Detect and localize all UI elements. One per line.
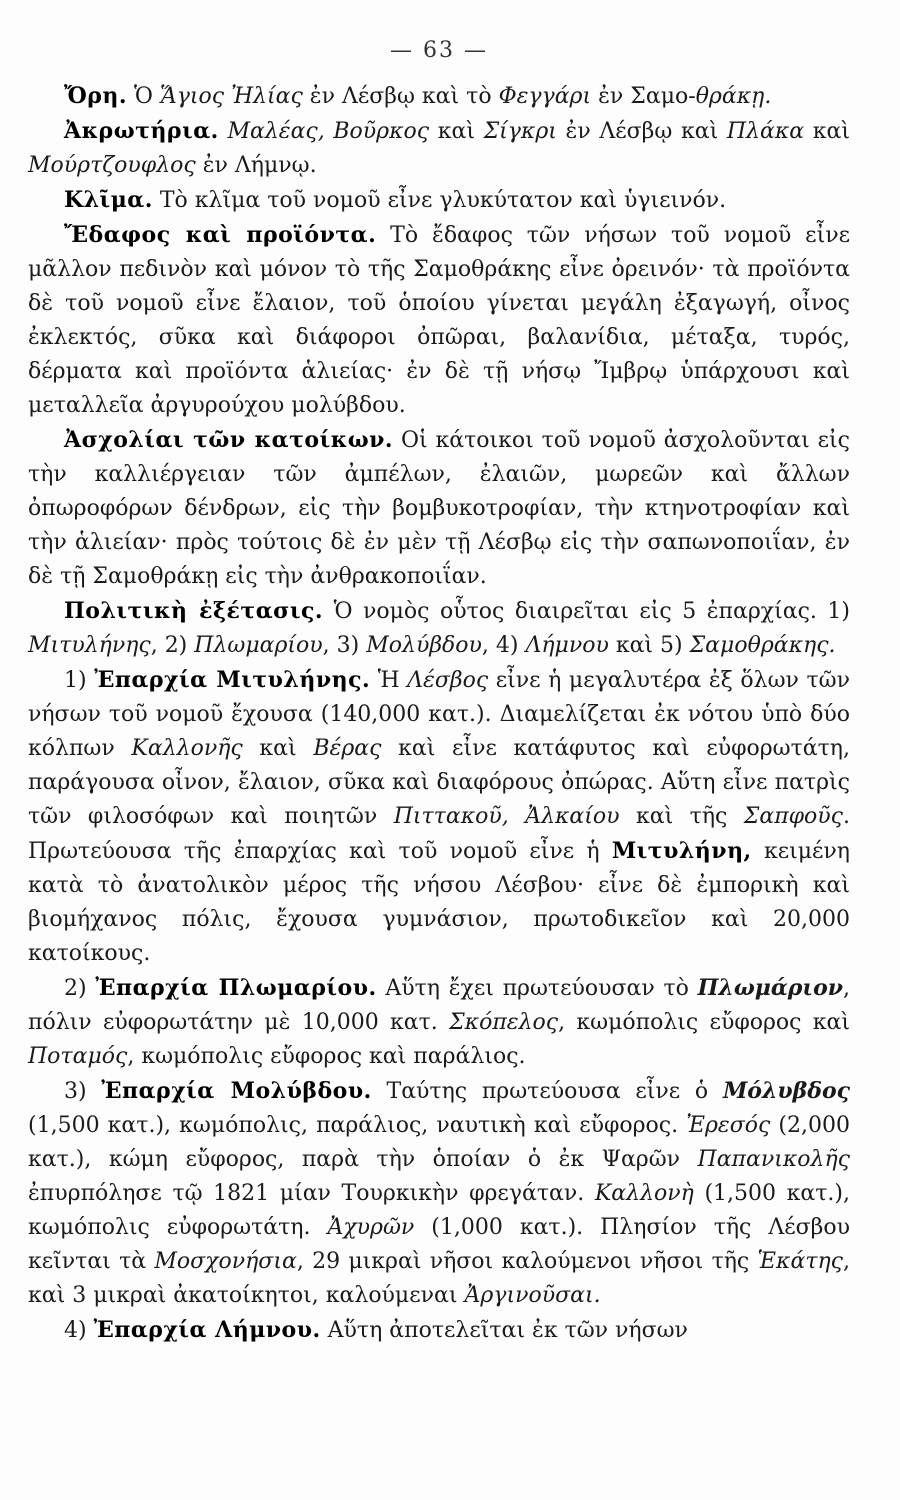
- paragraph-political: [28, 594, 850, 663]
- place-name: Ἑκάτης: [757, 1249, 843, 1274]
- paragraph-occupations: [28, 423, 850, 594]
- text: , κωμόπολις εὔφορος καὶ: [558, 1010, 851, 1035]
- heading-soil-products: Ἔδαφος καὶ προϊόντα.: [64, 222, 377, 248]
- place-name: Σίγκρι: [483, 119, 557, 144]
- text: κειμένη κατὰ τὸ ἀνατολικὸν μέρος τῆς νήσου Λέσβου· εἶνε δὲ ἐμπορικὴ καὶ βιομήχανος πόλις, ἔχουσα γυμνάσιον, πρωτοδικεῖον καὶ 20,000 κατοίκους.: [28, 839, 850, 966]
- capital-name: Μιτυλήνη,: [611, 838, 752, 864]
- place-name: Σκόπελος: [449, 1010, 559, 1035]
- item-number: 3): [64, 1079, 102, 1104]
- text: Ὁ νομὸς οὗτος διαιρεῖται εἰς 5 ἐπαρχίας. 1): [323, 599, 851, 624]
- text: Ὁ: [127, 84, 160, 109]
- paragraph-province-mytilene: [28, 663, 850, 971]
- item-number: 4): [64, 1318, 94, 1343]
- text: (2,000 κατ.), κώμη εὔφορος, παρὰ τὴν ὁποίαν ὁ ἐκ Ψαρῶν: [28, 1113, 850, 1172]
- place-name: Λέσβος: [407, 668, 489, 693]
- place-name: Μαλέας, Βοῦρκος: [218, 119, 430, 144]
- text: καὶ: [429, 119, 484, 144]
- text: καὶ τῆς: [619, 804, 744, 829]
- text: ἐν Σαμο-: [591, 84, 696, 109]
- text: (1,000 κατ.). Πλησίον τῆς Λέσβου κεῖνται τὰ: [28, 1215, 850, 1274]
- place-name: Ποταμός: [28, 1044, 128, 1069]
- paragraph-province-molyvos: [28, 1074, 850, 1313]
- text: Αὕτη ἀποτελεῖται ἐκ τῶν νήσων: [320, 1318, 688, 1343]
- text: εἶνε ἡ μεγαλυτέρα ἐξ ὅλων τῶν νήσων τοῦ νομοῦ ἔχουσα (140,000 κατ.). Διαμελίζεται ἐκ νότου ὑπὸ δύο κόλπων: [28, 668, 850, 761]
- item-number: 1): [64, 668, 95, 693]
- person-name: Πιττακοῦ, Ἀλκαίου: [393, 804, 620, 829]
- place-name: Πλάκα: [726, 119, 805, 144]
- heading-capes: Ἀκρωτήρια.: [64, 118, 219, 144]
- place-name: Μοσχονήσια: [154, 1249, 297, 1274]
- text: (1,500 κατ.), κωμόπολις, παράλιος, ναυτικὴ καὶ εὔφορος.: [28, 1113, 687, 1138]
- heading-climate: Κλῖμα.: [64, 187, 153, 213]
- place-name: Μολύβδου: [366, 633, 482, 658]
- text: ἐν Λήμνῳ.: [195, 153, 317, 178]
- text: ἐν Λέσβῳ καὶ: [556, 119, 727, 144]
- heading-occupations: Ἀσχολίαι τῶν κατοίκων.: [64, 427, 394, 453]
- heading-province-molyvos: Ἐπαρχία Μολύβδου.: [101, 1078, 372, 1104]
- paragraph-mountains: [28, 79, 850, 114]
- text: καὶ: [242, 736, 314, 761]
- text: , καὶ 3 μικραὶ ἀκατοίκητοι, καλούμεναι: [28, 1249, 850, 1308]
- text: . Πρωτεύουσα τῆς ἐπαρχίας καὶ τοῦ νομοῦ εἶνε ἡ: [28, 804, 850, 864]
- place-name: Πλωμαρίου: [194, 633, 323, 658]
- text: ἐν Λέσβῳ καὶ τὸ: [302, 84, 499, 109]
- heading-mountains: Ὄρη.: [64, 83, 128, 109]
- text: , 2): [150, 633, 195, 658]
- paragraph-climate: [28, 183, 850, 218]
- text: , 29 μικραὶ νῆσοι καλούμενοι νῆσοι τῆς: [296, 1249, 758, 1274]
- capital-name: Πλωμάριον: [697, 975, 844, 1001]
- capital-name: Μόλυβδος: [722, 1078, 851, 1104]
- paragraph-soil-products: [28, 218, 850, 423]
- place-name: Ἐρεσός: [686, 1113, 771, 1138]
- heading-province-plomari: Ἐπαρχία Πλωμαρίου.: [95, 975, 377, 1001]
- text: , 3): [322, 633, 367, 658]
- place-name: θράκῃ.: [695, 84, 772, 109]
- text: Ταύτης πρωτεύουσα εἶνε ὁ: [371, 1079, 723, 1104]
- place-name: Μούρτζουφλος: [28, 153, 196, 178]
- place-name: Ἀχυρῶν: [327, 1215, 415, 1240]
- place-name: Λήμνου: [525, 633, 609, 658]
- place-name: Ἀργινοῦσαι.: [464, 1283, 601, 1308]
- text: , κωμόπολις εὔφορος καὶ παράλιος.: [127, 1044, 526, 1069]
- text: (1,500 κατ.), κωμόπολις εὐφορωτάτη.: [28, 1181, 850, 1240]
- heading-province-mytilene: Ἐπαρχία Μιτυλήνης.: [94, 667, 371, 693]
- item-number: 2): [64, 976, 96, 1001]
- text: ἐπυρπόλησε τῷ 1821 μίαν Τουρκικὴν φρεγάταν.: [28, 1181, 595, 1206]
- text: καὶ 5): [608, 633, 690, 658]
- place-name: Καλλονὴ: [594, 1181, 694, 1206]
- place-name: Σαμοθράκης.: [689, 633, 836, 658]
- person-name: Παπανικολῆς: [697, 1147, 850, 1172]
- paragraph-province-lemnos: [28, 1313, 850, 1348]
- text: , 4): [481, 633, 526, 658]
- heading-political: Πολιτικὴ ἐξέτασις.: [64, 598, 324, 624]
- paragraph-province-plomari: [28, 971, 850, 1074]
- place-name: Βέρας: [313, 736, 382, 761]
- page-number: — 63 —: [390, 38, 488, 63]
- place-name: Φεγγάρι: [498, 84, 592, 109]
- place-name: Ἅγιος Ἠλίας: [159, 84, 303, 109]
- person-name: Σαπφοῦς: [743, 804, 843, 829]
- place-name: Καλλονῆς: [131, 736, 243, 761]
- text: καὶ εἶνε κατάφυτος καὶ εὐφορωτάτη, παράγουσα οἶνον, ἔλαιον, σῦκα καὶ διαφόρους ὀπώρας. Αὕτη εἶνε πατρὶς τῶν φιλοσόφων καὶ ποιητῶν: [28, 736, 850, 829]
- place-name: Μιτυλήνης: [28, 633, 151, 658]
- text: Ἡ: [370, 668, 408, 693]
- text: Τὸ κλῖμα τοῦ νομοῦ εἶνε γλυκύτατον καὶ ὑγιεινόν.: [152, 188, 727, 213]
- paragraph-capes: [28, 114, 850, 183]
- text: Τὸ ἔδαφος τῶν νήσων τοῦ νομοῦ εἶνε μᾶλλον πεδινὸν καὶ μόνον τὸ τῆς Σαμοθράκης εἶνε ὀρεινόν· τὰ προϊόντα δὲ τοῦ νομοῦ εἶνε ἔλαιον, τοῦ ὁποίου γίνεται μεγάλη ἐξαγωγή, οἶνος ἐκλεκτός, σῦκα καὶ διάφοροι ὀπῶραι, βαλανίδια, μέταξα, τυρός, δέρματα καὶ προϊόντα ἁλιείας· ἐν δὲ τῇ νήσῳ Ἴμβρῳ ὑπάρχουσι καὶ μεταλλεῖα ἀργυρούχου μολύβδου.: [28, 223, 850, 418]
- text: Οἱ κάτοικοι τοῦ νομοῦ ἀσχολοῦνται εἰς τὴν καλλιέργειαν τῶν ἀμπέλων, ἐλαιῶν, μωρεῶν καὶ ἄλλων ὀπωροφόρων δένδρων, εἰς τὴν βομβυκοτροφίαν, τὴν κτηνοτροφίαν καὶ τὴν ἁλιείαν· πρὸς τούτοις δὲ ἐν μὲν τῇ Λέσβῳ εἰς τὴν σαπωνοποιΐαν, ἐν δὲ τῇ Σαμοθράκῃ εἰς τὴν ἀνθρακοποιΐαν.: [28, 428, 850, 589]
- text: καὶ: [804, 119, 850, 144]
- text: , πόλιν εὐφορωτάτην μὲ 10,000 κατ.: [28, 976, 851, 1035]
- heading-province-lemnos: Ἐπαρχία Λήμνου.: [93, 1317, 321, 1343]
- text: Αὕτη ἔχει πρωτεύουσαν τὸ: [376, 976, 698, 1001]
